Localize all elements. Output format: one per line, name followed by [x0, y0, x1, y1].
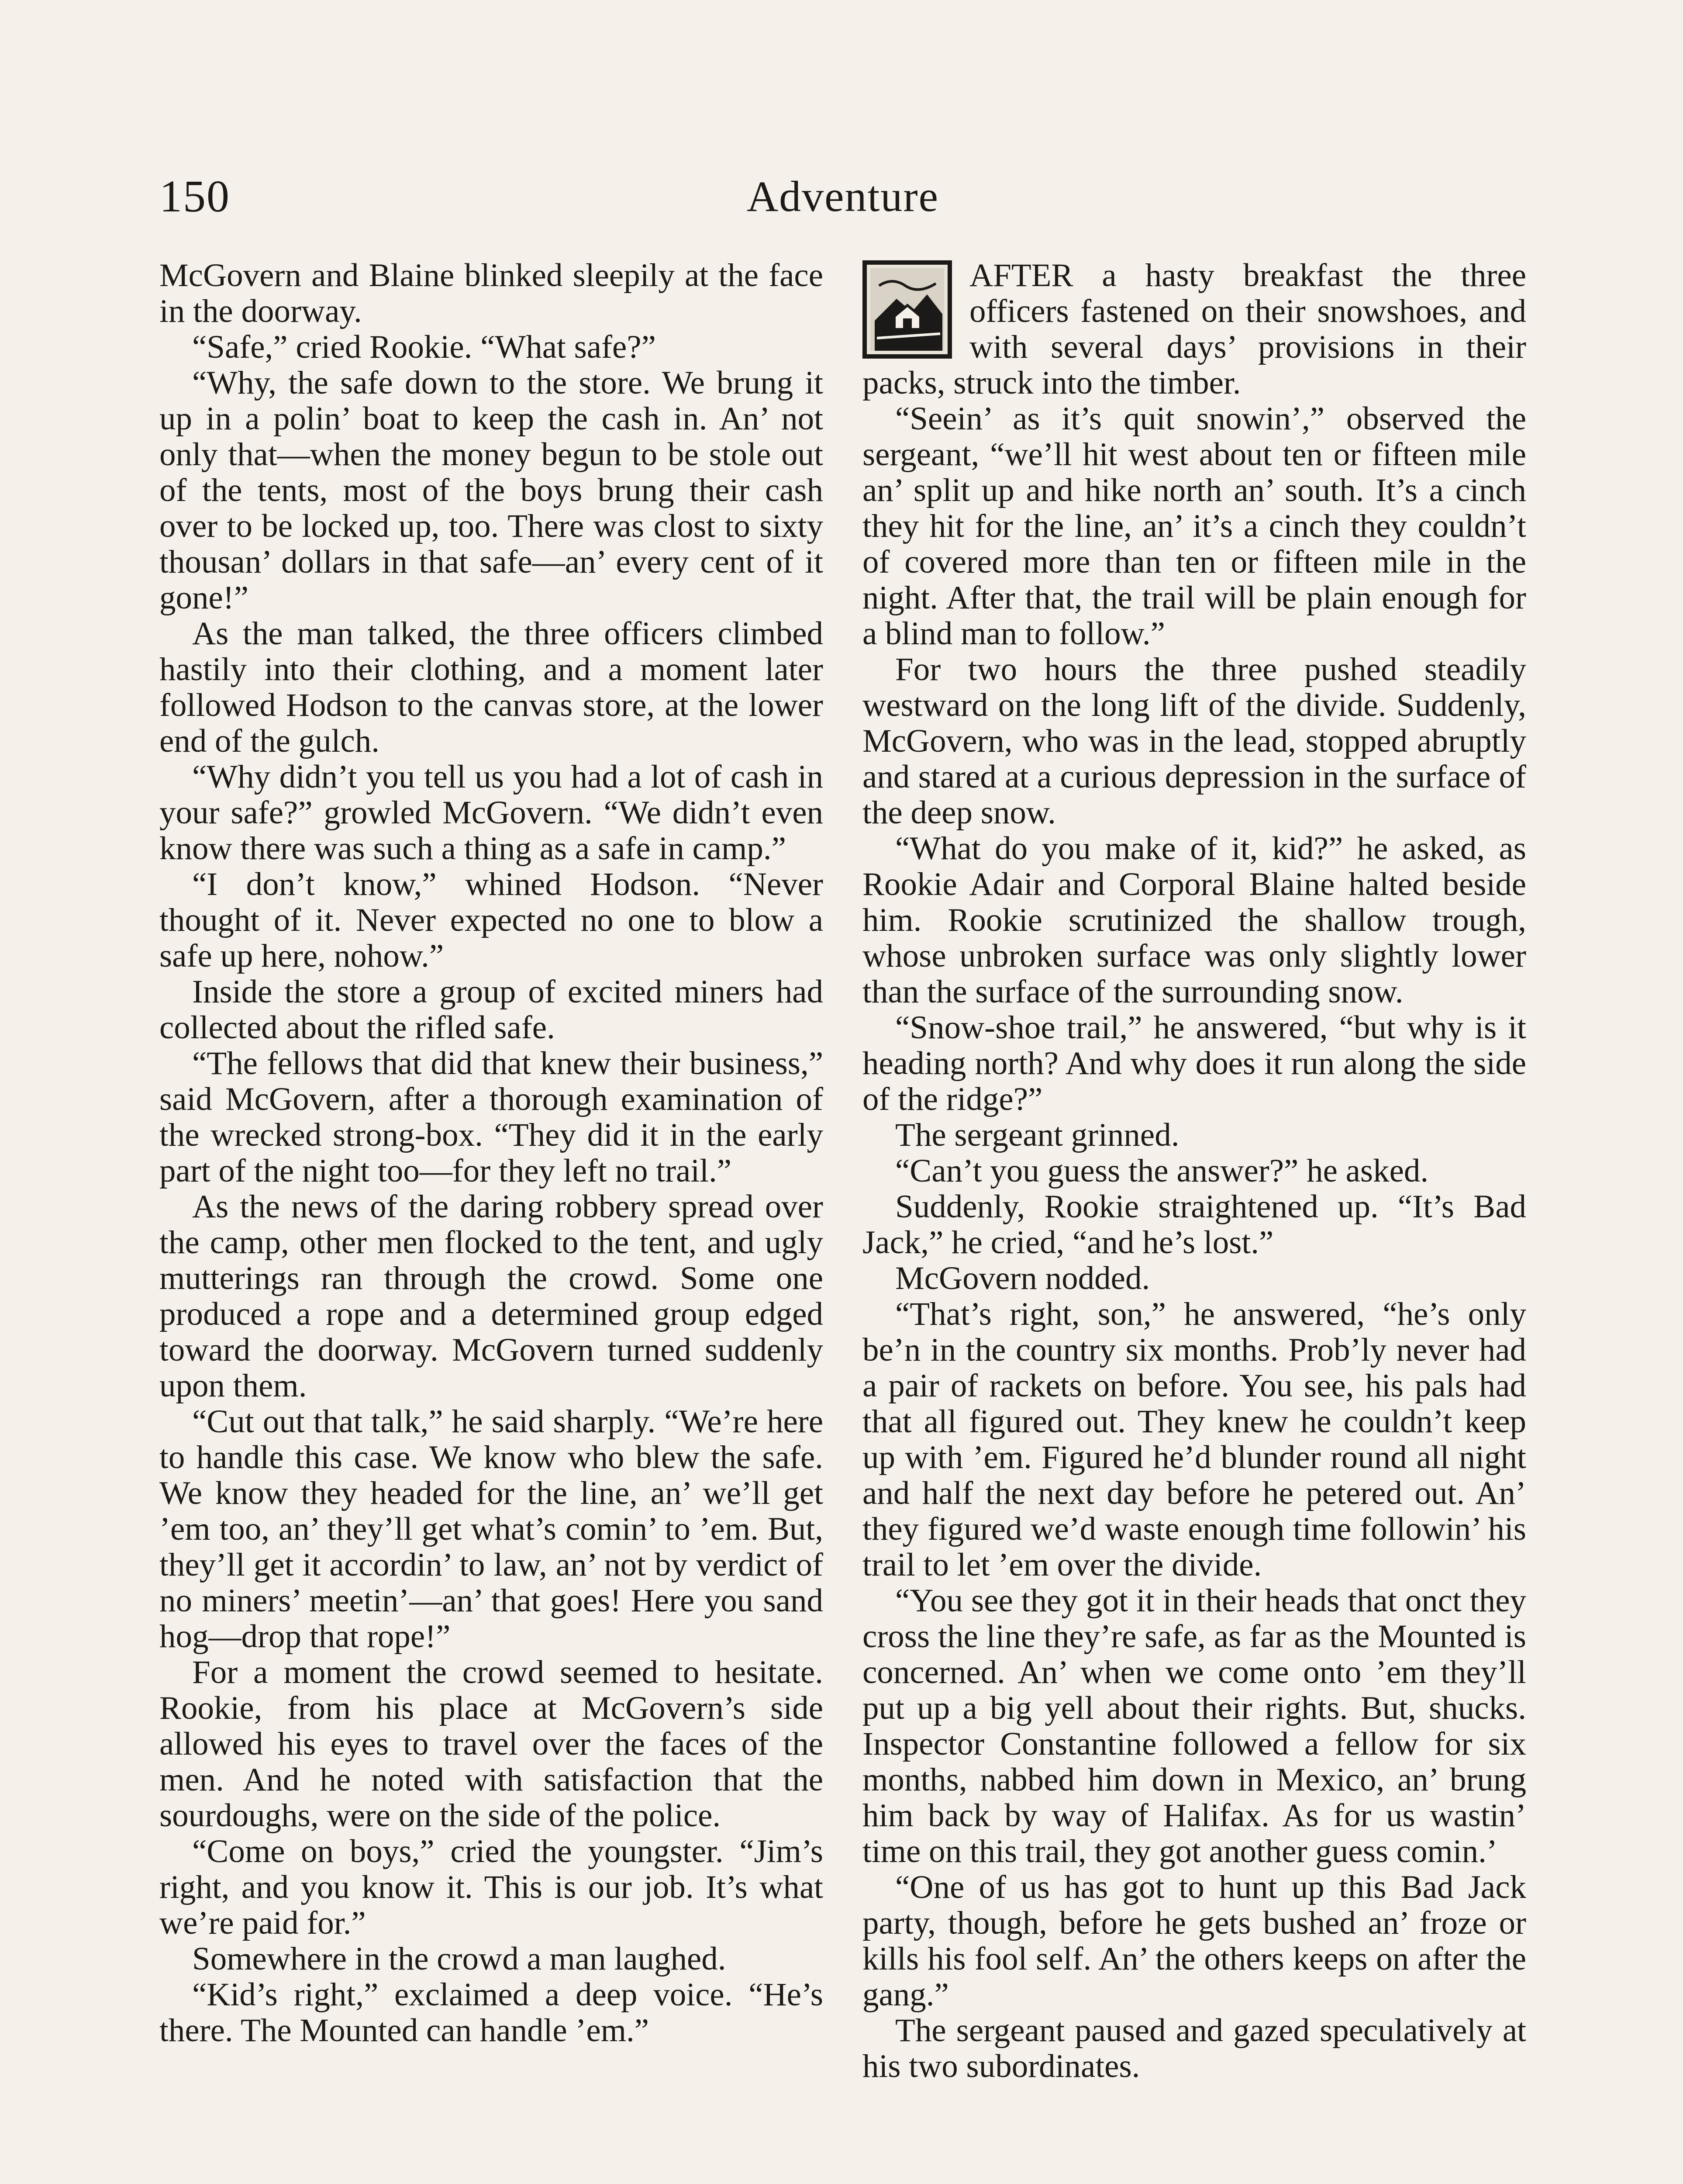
- paragraph: “What do you make of it, kid?” he asked, as Rookie Adair and Corporal Blaine halted beside him. Rookie scrutinized the shallow trough, whose unbroken surface was only slightly lower than the surface of the surrounding snow.: [862, 830, 1526, 1010]
- paragraph: The sergeant grinned.: [895, 1117, 1179, 1153]
- paragraph: “That’s right, son,” he answered, “he’s only be’n in the country six months. Prob’ly never had a pair of rackets on before. You see, his pals had that all figured out. They knew he couldn’t keep up with ’em. Figured he’d blunder round all night and half the next day before he petered out. An’ they figured we’d waste enough time followin’ his trail to let ’em over the divide.: [862, 1296, 1526, 1583]
- paragraph: For a moment the crowd seemed to hesitate. Rookie, from his place at McGovern’s side allowed his eyes to travel over the faces of the men. And he noted with satisfaction that the sourdoughs, were on the side of the police.: [159, 1654, 823, 1834]
- paragraph: “Snow-shoe trail,” he answered, “but why is it heading north? And why does it run along the side of the ridge?”: [862, 1009, 1526, 1117]
- paragraph: “Come on boys,” cried the youngster. “Jim’s right, and you know it. This is our job. It’s what we’re paid for.”: [159, 1833, 823, 1941]
- paragraph: Inside the store a group of excited miners had collected about the rifled safe.: [159, 974, 823, 1046]
- paragraph: “Cut out that talk,” he said sharply. “We’re here to handle this case. We know who blew the safe. We know they headed for the line, an’ we’ll get ’em too, an’ they’ll get what’s comin’ to ’em. But, they’ll get it accordin’ to law, an’ not by verdict of no miners’ meetin’—an’ that goes! Here you sand hog—drop that rope!”: [159, 1403, 823, 1655]
- page-number: 150: [159, 171, 230, 221]
- paragraph: As the news of the daring robbery spread over the camp, other men flocked to the tent, and ugly mutterings ran through the crowd. Some one produced a rope and a determined group edged toward the doorway. McGovern turned suddenly upon them.: [159, 1189, 823, 1404]
- paragraph: As the man talked, the three officers climbed hastily into their clothing, and a moment later followed Hodson to the canvas store, at the lower end of the gulch.: [159, 615, 823, 759]
- ornamental-initial-icon: [862, 260, 952, 359]
- paragraph: Suddenly, Rookie straightened up. “It’s Bad Jack,” he cried, “and he’s lost.”: [862, 1189, 1526, 1261]
- paragraph: “One of us has got to hunt up this Bad Jack party, though, before he gets bushed an’ froze or kills his fool self. An’ the others keeps on after the gang.”: [862, 1869, 1526, 2013]
- paragraph: “Can’t you guess the answer?” he asked.: [895, 1153, 1429, 1189]
- paragraph: For two hours the three pushed steadily westward on the long lift of the divide. Suddenly, McGovern, who was in the lead, stopped abruptly and stared at a curious depression in the surface of the deep snow.: [862, 651, 1526, 831]
- left-column: [159, 258, 823, 2049]
- paragraph: McGovern nodded.: [895, 1260, 1150, 1296]
- paragraph: Somewhere in the crowd a man laughed.: [192, 1941, 726, 1977]
- running-head: [159, 166, 1526, 227]
- paragraph: “Why, the safe down to the store. We brung it up in a polin’ boat to keep the cash in. An’ not only that—when the money begun to be stole out of the tents, most of the boys brung their cash over to be locked up, too. There was clost to sixty thousan’ dollars in that safe—an’ every cent of it gone!”: [159, 365, 823, 616]
- right-column: [862, 258, 1526, 2084]
- paragraph: “Safe,” cried Rookie. “What safe?”: [192, 329, 656, 365]
- paragraph: “You see they got it in their heads that onct they cross the line they’re safe, as far as the Mounted is concerned. An’ when we come onto ’em they’ll put up a big yell about their rights. But, shucks. Inspector Constantine followed a fellow for six months, nabbed him down in Mexico, an’ brung him back by way of Halifax. As for us wastin’ time on this trail, they got another guess comin.’: [862, 1583, 1526, 1870]
- paragraph: AFTER a hasty breakfast the three officers fastened on their snowshoes, and with several days’ provisions in their packs, struck into the timber.: [862, 257, 1526, 401]
- paragraph: The sergeant paused and gazed speculatively at his two subordinates.: [862, 2012, 1526, 2084]
- paragraph: “Why didn’t you tell us you had a lot of cash in your safe?” growled McGovern. “We didn’t even know there was such a thing as a safe in camp.”: [159, 759, 823, 867]
- paragraph: “Kid’s right,” exclaimed a deep voice. “He’s there. The Mounted can handle ’em.”: [159, 1977, 823, 2049]
- paragraph: “Seein’ as it’s quit snowin’,” observed the sergeant, “we’ll hit west about ten or fifteen mile an’ split up and hike north an’ south. It’s a cinch they hit for the line, an’ it’s a cinch they couldn’t of covered more than ten or fifteen mile in the night. After that, the trail will be plain enough for a blind man to follow.”: [862, 401, 1526, 652]
- paragraph: “The fellows that did that knew their business,” said McGovern, after a thorough examination of the wrecked strong-box. “They did it in the early part of the night too—for they left no trail.”: [159, 1045, 823, 1189]
- paragraph: “I don’t know,” whined Hodson. “Never thought of it. Never expected no one to blow a safe up here, nohow.”: [159, 866, 823, 974]
- paragraph: McGovern and Blaine blinked sleepily at the face in the doorway.: [159, 257, 823, 329]
- magazine-title: Adventure: [746, 172, 939, 221]
